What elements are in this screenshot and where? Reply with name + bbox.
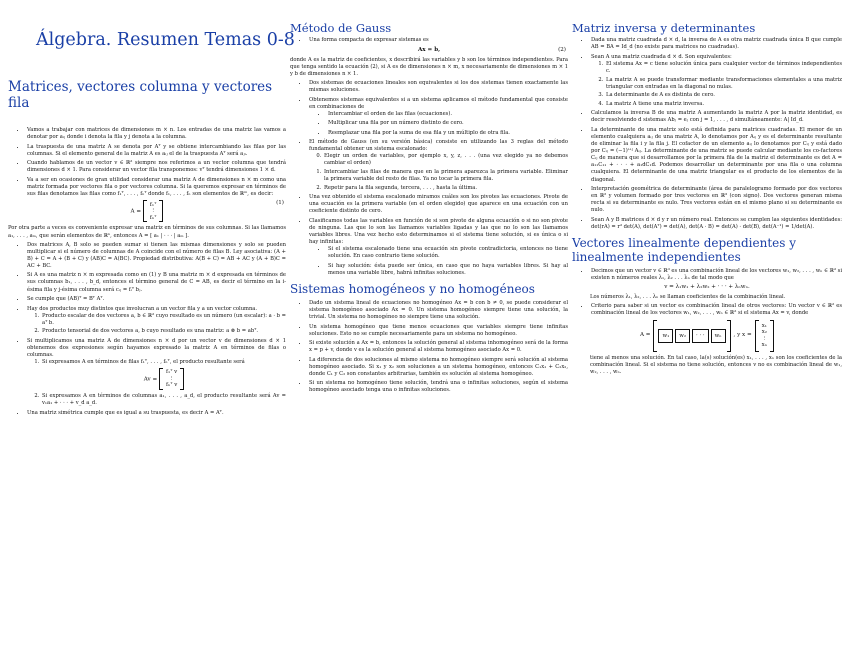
list-item: • Sean A y B matrices d × d y r un número real. Entonces se cumplen las siguientes identidades: det(rA) = rᵈ det(A), det(Aᵀ) = det(A), det(A · B) = det(A) · det(B), det(A⁻¹) = 1/det(A). bbox=[590, 217, 842, 231]
x-vector bbox=[755, 320, 774, 352]
sublist-item: • Intercambiar el orden de las filas (ecuaciones). bbox=[327, 111, 568, 118]
list-item-text: Sean A una matriz cuadrada d × d. Son equivalentes: bbox=[591, 53, 732, 60]
list-item: • Si un sistema no homogéneo tiene solución, tendrá una o infinitas soluciones, según el sistema homogéneo asociado tenga una o infinitas soluciones. bbox=[308, 380, 568, 394]
sublist-item: • Multiplicar una fila por un número distinto de cero. bbox=[327, 120, 568, 127]
matrix-row: fₙᵀ v bbox=[165, 382, 178, 389]
section-heading-linear-dependence: Vectores linealmente dependientes y linealmente independientes bbox=[572, 236, 797, 264]
sublist-item: 2. Si expresamos A en términos de columnas a₁, . . . , a_d, el producto resultante será Av = v₁a₁ + · · · + v_d a_d. bbox=[41, 393, 286, 407]
matrix-row: ⋮ bbox=[168, 375, 175, 382]
list-item bbox=[308, 97, 568, 137]
bracket-right bbox=[727, 320, 731, 352]
step-item: 0. Elegir un orden de variables, por ejemplo x, y, z, . . . (una vez elegido ya no debemos cambiar el orden) bbox=[323, 153, 568, 167]
section-heading-homogeneous: Sistemas homogéneos y no homogéneos bbox=[290, 282, 535, 297]
list-item: • Decimos que un vector v ∈ ℝᵈ es una combinación lineal de los vectores w₁, w₂, . . . , wₙ ∈ ℝᵈ si existen n números reales λ₁, λ₂ . . . λₙ de tal modo que bbox=[590, 268, 842, 282]
list-item-text: Clasificamos todas las variables en función de si son pivote de alguna ecuación o si no son pivote de ninguna. Las que lo son las llamamos variables ligadas y las que no lo son las llamamos variables libres. Una vez hecho esto determinamos si el sistema tiene solución, si es única o si hay infinitas: bbox=[309, 217, 568, 246]
section-heading-gauss: Método de Gauss bbox=[290, 21, 392, 35]
sublist-item-text: Si expresamos A en términos de filas f₁ᵀ, . . . , fₙᵀ, el producto resultante será bbox=[42, 359, 245, 366]
list-item: • Interpretación geométrica de determinante (área de paralelogramo formado por dos vectores en ℝ² y volumen formado por tres vectores en ℝ³ (con signo). Dos vectores generan misma recta si su determinante es nulo. Tres vectores están en el mismo plano si su determinante es nulo. bbox=[590, 186, 842, 214]
list-item: • Una vez obtenido el sistema escalonado miramos cuáles son los pivotes las ecuaciones. Pivote de una ecuación es la primera variable (en el orden elegido) que aparece en una ecuación con un coeficiente distinto de cero. bbox=[308, 194, 568, 215]
sublist bbox=[591, 61, 842, 108]
sublist-item: 1. Producto escalar de dos vectores a, b ∈ ℝᵈ cuyo resultado es un número (un escalar): a · b = aᵀ b. bbox=[41, 313, 286, 327]
list-item: • Dado un sistema lineal de ecuaciones no homogéneo Ax = b con b ≠ 0, se puede considerar el sistema homogéneo asociado Ax = 0. Un sistema homogéneo siempre tiene una solución, la trivial. Un sistema no homogéneo no siempre tiene una solución. bbox=[308, 300, 568, 321]
sublist-item bbox=[41, 359, 286, 390]
homogeneous-list bbox=[290, 300, 568, 395]
list-item bbox=[26, 338, 286, 408]
column-block-matrix bbox=[653, 320, 730, 352]
page-title: Álgebra. Resumen Temas 0-8 bbox=[36, 30, 295, 50]
inverse-list bbox=[572, 37, 842, 231]
list-item: • Dos matrices A, B solo se pueden sumar si tienen las mismas dimensiones y solo se pueden multiplicar si el número de columnas de A coincide con el número de filas B. Ley asociativa: (A + B) + C = A + (B + C) y (AB)C = A(BC). Propiedad distributiva: A(B + C) = AB + AC y (A + B)C = AC + BC. bbox=[26, 242, 286, 270]
sublist bbox=[309, 111, 568, 137]
paragraph: Los números λ₁, λ₂, . . . λₙ se llaman coeficientes de la combinación lineal. bbox=[590, 294, 786, 301]
gauss-steps bbox=[309, 153, 568, 191]
step-item: 1. Intercambiar las filas de manera que en la primera aparezca la primera variable. Eliminar la primera variable del resto de filas. Ya no tocar la primera fila. bbox=[323, 169, 568, 183]
matrix-column: wₙ bbox=[711, 329, 726, 343]
list-item-text: Hay dos productos muy distintos que involucran a un vector fila y a un vector columna. bbox=[27, 305, 258, 312]
paragraph: tiene al menos una solución. En tal caso, la(s) solución(es) x₁, . . . , xₙ son los coeficientes de la combinación lineal. Si el sistema no tiene solución, entonces v no es combinación lineal de w₁, w₂, . . . , wₙ. bbox=[590, 354, 842, 376]
bracket-right bbox=[770, 320, 774, 352]
paragraph: donde A es la matriz de coeficientes, x describirá las variables y b son los términos independientes. Para que tenga sentido la ecuación (2), si A es de dimensiones n × m, x necesariamente de dimensiones m × 1 y b de dimensiones n × 1. bbox=[290, 56, 568, 77]
list-item: • Dos sistemas de ecuaciones lineales son equivalentes si los dos sistemas tienen exactamente las mismas soluciones. bbox=[308, 80, 568, 94]
list-item: • Cuando hablamos de un vector v ∈ ℝᵈ siempre nos referimos a un vector columna que tendrá dimensiones d × 1. Para considerar un vector fila transponemos: vᵀ tendrá dimensiones 1 × d. bbox=[26, 160, 286, 174]
equation-body: Ax = b, bbox=[417, 46, 441, 53]
sublist bbox=[309, 246, 568, 277]
list-item: • Una matriz simétrica cumple que es igual a su traspuesta, es decir A = Aᵀ. bbox=[26, 410, 286, 417]
bracket-left bbox=[653, 320, 657, 352]
list-item: • Vamos a trabajar con matrices de dimensiones m × n. Los entradas de una matriz las vamos a denotar por aᵢⱼ donde i denota la fila y j denota a la columna. bbox=[26, 127, 286, 141]
equation-connector: , y x = bbox=[733, 332, 752, 339]
matrix-cells bbox=[759, 323, 770, 349]
sublist-item: • Reemplazar una fila por la suma de esa fila y un múltiplo de otra fila. bbox=[327, 130, 568, 137]
matrix-row: xₙ bbox=[761, 342, 768, 349]
list-item: • Dada una matriz cuadrada d × d, la inversa de A es otra matriz cuadrada única B que cumple AB = BA = Id_d (no existe para matrices no cuadradas). bbox=[590, 37, 842, 51]
criterion-list bbox=[572, 303, 842, 317]
step-item: 2. Repetir para la fila segunda, tercera, . . . , hasta la última. bbox=[323, 185, 568, 192]
list-item-text: Obtenemos sistemas equivalentes si a un sistema aplicamos el método fundamental que consiste en combinaciones de bbox=[309, 96, 568, 110]
list-item bbox=[308, 218, 568, 277]
column-1 bbox=[8, 0, 295, 419]
column-3 bbox=[572, 0, 842, 376]
sublist-item: • Si el sistema escalonado tiene una ecuación sin pivote contradictoria, entonces no tiene solución. En caso contrario tiene solución. bbox=[327, 246, 568, 260]
equation-number: (1) bbox=[276, 200, 284, 207]
linear-dependence-list bbox=[572, 268, 842, 282]
sublist-item: 3. La determinante de A es distinta de cero. bbox=[605, 92, 842, 99]
matrix-column: w₂ bbox=[675, 329, 690, 343]
list-item: • Si existe solución a Ax = b, entonces la solución general al sistema inhomogéneo será de la forma x = p + v, donde v es la solución general al sistema homogéneo asociado Ax = 0. bbox=[308, 340, 568, 354]
list-item: • La diferencia de dos soluciones al mismo sistema no homogéneo siempre será solución al sistema homogéneo asociado. Si x₁ y x₂ son soluciones a un sistema homogéneo, entonces C₁x₁ + C₂x₂, donde C₁ y C₂ son constantes arbitrarias, también es solución al sistema homogéneo. bbox=[308, 357, 568, 378]
sublist-item: 4. La matriz A tiene una matriz inversa. bbox=[605, 101, 842, 108]
list-item-text: El método de Gauss (en su versión básica) consiste en utilizando las 3 reglas del método fundamental obtener un sistema escalonado: bbox=[309, 139, 568, 153]
equation-lhs: A = bbox=[130, 208, 142, 215]
matrix-row: ⋮ bbox=[761, 335, 768, 342]
list-item: • Un sistema homogéneo que tiene menos ecuaciones que variables siempre tiene infinitas soluciones. Esto no se cumple necesariamente para un sistema no homogéneo. bbox=[308, 324, 568, 338]
equation-body: v = λ₁w₁ + λ₂w₂ + · · · + λₙwₙ. bbox=[664, 284, 750, 291]
bracket-right bbox=[180, 368, 184, 390]
column-matrix bbox=[159, 368, 184, 390]
list-item: • La traspuesta de una matriz A se denota por Aᵀ y se obtiene intercambiando las filas por las columnas. Si el elemento general de la matriz A es aᵢⱼ el de la traspuesta Aᵀ será aⱼᵢ. bbox=[26, 144, 286, 158]
sublist-item: 1. El sistema Ax = c tiene solución única para cualquier vector de términos independientes c. bbox=[605, 61, 842, 75]
matrices-list-2 bbox=[8, 242, 286, 417]
paragraph: Por otra parte a veces es conveniente expresar una matriz en términos de sus columnas. Si las llamamos a₁, . . . , aₘ, que serán elementos de ℝⁿ, entonces A = [ a₁ | · · · | aₘ ]. bbox=[8, 225, 286, 239]
sublist-item: 2. Producto tensorial de dos vectores a, b cuyo resultado es una matriz: a ⊗ b = abᵀ. bbox=[41, 328, 286, 335]
matrix-row: ⋮ bbox=[150, 208, 156, 215]
equation-av bbox=[42, 368, 286, 390]
list-item-text: Si multiplicamos una matriz A de dimensiones n × d por un vector v de dimensiones d × 1 obtenemos dos expresiones según hayamos expresado la matriz A en términos de filas o columnas. bbox=[27, 337, 286, 358]
gauss-list bbox=[290, 37, 568, 44]
list-item bbox=[590, 54, 842, 108]
list-item: • Va a ser en ocasiones de gran utilidad considerar una matriz A de dimensiones n × m como una matriz formada por vectores fila o por vectores columna. Si la queremos expresar en términos de sus filas denotamos las filas como f₁ᵀ, . . . , fₙᵀ donde f₁, . . . , fₙ son elementos de ℝᵐ, es decir: bbox=[26, 177, 286, 198]
sublist-item: 2. La matriz A se puede transformar mediante transformaciones elementales a una matriz triangular con entradas en la diagonal no nulas. bbox=[605, 77, 842, 91]
gauss-list-2 bbox=[290, 80, 568, 277]
bracket-right bbox=[159, 200, 163, 222]
list-item: • Calculamos la inversa B de una matriz A aumentando la matriz A por la matriz identidad, es decir resolviendo d sistemas Abⱼ = eⱼ con j = 1, . . . , d simultáneamente: A| Id_d. bbox=[590, 110, 842, 124]
sublist bbox=[27, 359, 286, 407]
row-matrix bbox=[143, 200, 164, 222]
list-item: • Criterio para saber si un vector es combinación lineal de otros vectores: Un vector v ∈ ℝᵈ es combinación lineal de los vectores w₁, w₂, . . . , wₙ ∈ ℝᵈ si el sistema Ax = v, donde bbox=[590, 303, 842, 317]
list-item: • Una forma compacta de expresar sistemas es bbox=[308, 37, 568, 44]
matrix-row: f₁ᵀ v bbox=[166, 369, 178, 376]
matrix-row: f₁ᵀ bbox=[149, 201, 157, 208]
list-item: • Si A es una matriz n × m expresada como en (1) y B una matriz m × d expresada en términos de sus columnas b₁, . . . , b_d, entonces el término general de C = AB, es decir el término en la i-ésima fila y j-ésima columna será cᵢⱼ = fᵢᵀ bⱼ. bbox=[26, 272, 286, 293]
column-2 bbox=[290, 0, 568, 397]
matrix-column: · · · bbox=[692, 329, 709, 343]
list-item bbox=[308, 139, 568, 192]
sublist-item: • Si hay solución: ésta puede ser única, en caso que no haya variables libres. Si hay al menos una variable libre, habrá infinitas soluciones. bbox=[327, 263, 568, 277]
equation-row bbox=[572, 320, 842, 352]
equation-matrix-a bbox=[572, 320, 842, 352]
equation-lhs: Av = bbox=[143, 376, 158, 383]
sublist bbox=[27, 313, 286, 336]
equation-number: (2) bbox=[558, 46, 566, 53]
section-heading-inverse: Matriz inversa y determinantes bbox=[572, 21, 756, 35]
list-item: • La determinante de una matriz solo está definida para matrices cuadradas. El menor de un elemento cualquiera aᵢⱼ de una matriz A, lo denotamos por Aᵢⱼ y es el determinante resultante de eliminar la fila i y la fila j. El cofactor de un elemento aᵢⱼ lo denotamos por Cᵢⱼ y está dado por Cᵢⱼ = (−1)ⁱ⁺ʲ Aᵢⱼ. La determinante de una matriz se puede calcular mediante los co-factores Cᵢⱼ de manera que si desarrollamos por la primera fila de la matriz el determinante es det A = a₁₁C₁₁ + · · · + a₁dC₁d. Podemos desarrollar un determinante por una fila o una columna cualquiera. El determinante de una matriz triangular es el producto de los elementos de la diagonal. bbox=[590, 127, 842, 184]
equation-lhs: A = bbox=[639, 332, 651, 339]
matrix-cells bbox=[147, 202, 160, 222]
matrix-cells bbox=[163, 369, 180, 389]
equation-1 bbox=[8, 200, 286, 222]
section-heading-matrices: Matrices, vectores columna y vectores fila bbox=[8, 79, 273, 111]
list-item: • Se cumple que (AB)ᵀ = Bᵀ Aᵀ. bbox=[26, 296, 286, 303]
list-item bbox=[26, 306, 286, 336]
matrix-row: x₁ bbox=[761, 322, 767, 329]
matrices-list bbox=[8, 127, 286, 198]
matrix-row: fₙᵀ bbox=[149, 214, 157, 221]
equation-combination bbox=[572, 284, 842, 291]
equation-2 bbox=[290, 47, 568, 54]
matrix-column: w₁ bbox=[658, 329, 673, 343]
matrix-row: x₂ bbox=[761, 329, 767, 336]
